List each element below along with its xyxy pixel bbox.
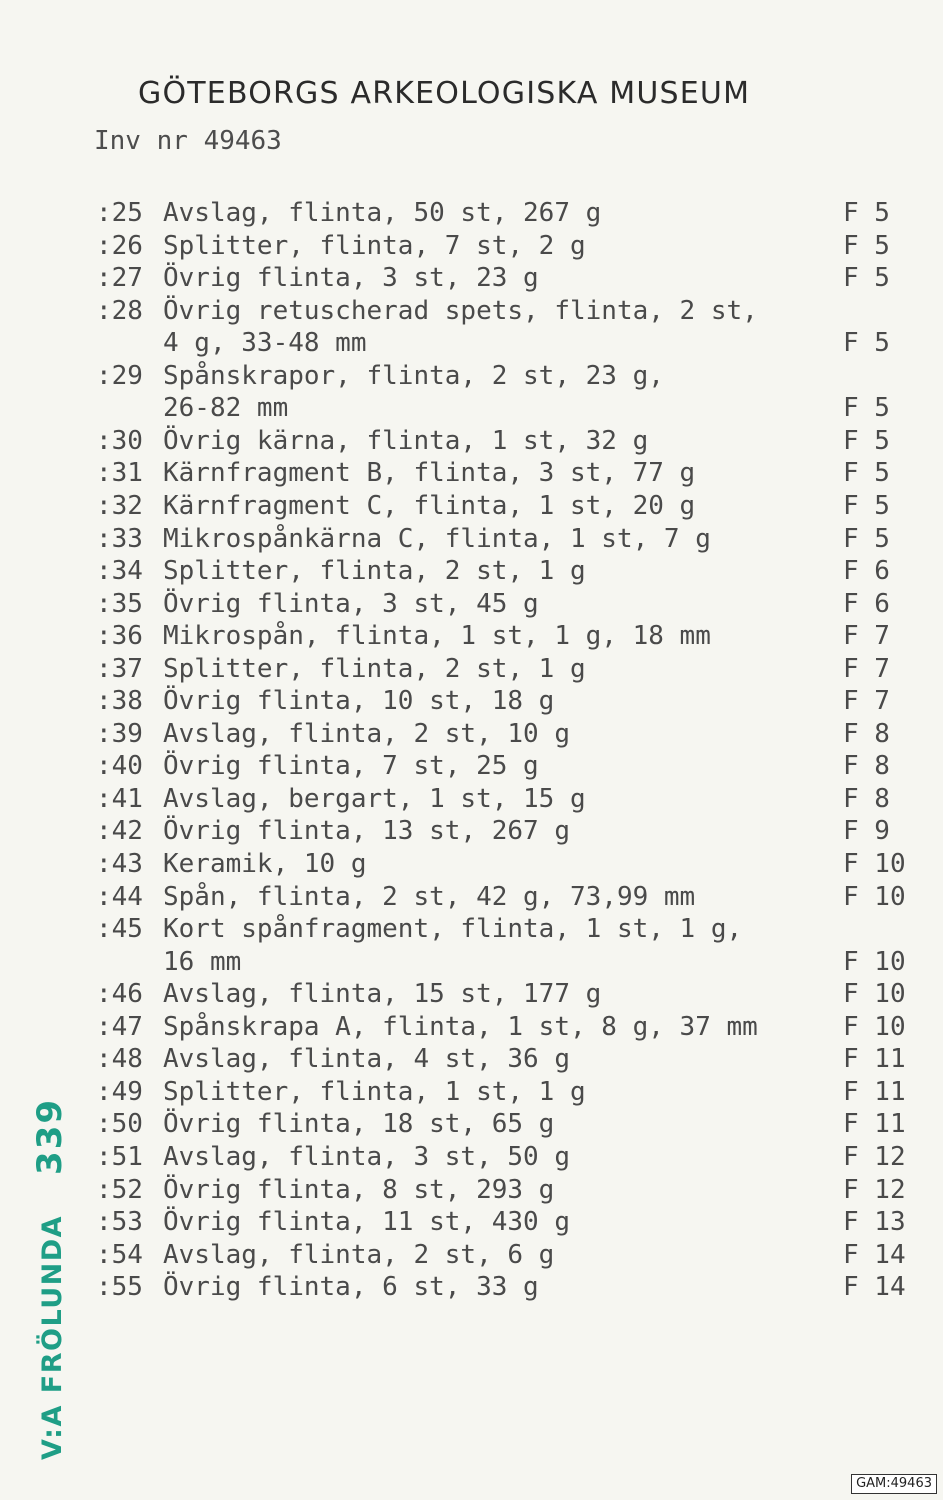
entry-row <box>0 327 943 360</box>
entry-row <box>0 523 943 556</box>
entry-number: :34 <box>96 556 143 587</box>
entry-number: :28 <box>96 295 143 326</box>
entry-number: :48 <box>96 1044 143 1075</box>
entry-description: Mikrospån, flinta, 1 st, 1 g, 18 mm <box>163 621 711 652</box>
stamp-site-name: V:A FRÖLUNDA <box>37 1214 68 1460</box>
entry-number: :36 <box>96 621 143 652</box>
entry-location: F 10 <box>843 881 906 912</box>
entry-number: :47 <box>96 1011 143 1042</box>
entry-row <box>0 1141 943 1174</box>
entry-location: F 8 <box>843 751 890 782</box>
entry-number: :30 <box>96 425 143 456</box>
entry-location: F 5 <box>843 263 890 294</box>
entry-location: F 7 <box>843 621 890 652</box>
entry-description: Övrig retuscherad spets, flinta, 2 st, <box>163 295 758 326</box>
entry-location: F 10 <box>843 849 906 879</box>
entry-description: Kärnfragment B, flinta, 3 st, 77 g <box>163 458 696 489</box>
entry-number: :33 <box>96 523 143 554</box>
entry-description: Splitter, flinta, 1 st, 1 g <box>163 1076 586 1107</box>
museum-title: GÖTEBORGS ARKEOLOGISKA MUSEUM <box>138 76 751 111</box>
entry-row <box>0 262 943 295</box>
entry-number: :32 <box>96 490 143 521</box>
entry-location: F 11 <box>843 1109 906 1140</box>
entry-row <box>0 620 943 653</box>
entry-row <box>0 360 943 393</box>
entry-description: Avslag, flinta, 4 st, 36 g <box>163 1044 570 1075</box>
entry-description: Splitter, flinta, 7 st, 2 g <box>163 230 586 261</box>
entry-number: :51 <box>96 1141 143 1172</box>
entry-description: Övrig flinta, 3 st, 23 g <box>163 263 539 294</box>
entry-number: :42 <box>96 816 143 847</box>
entry-row <box>0 1108 943 1141</box>
entry-location: F 10 <box>843 946 906 977</box>
entry-row <box>0 913 943 946</box>
entry-location: F 5 <box>843 328 890 359</box>
entry-location: F 10 <box>843 979 906 1010</box>
entry-description: 26-82 mm <box>163 393 289 424</box>
entry-row <box>0 230 943 263</box>
entry-row <box>0 685 943 718</box>
entry-location: F 7 <box>843 653 890 684</box>
entry-number: :53 <box>96 1207 143 1238</box>
entry-number: :38 <box>96 686 143 717</box>
stamp-number: 339 <box>30 1097 70 1175</box>
entry-description: Avslag, flinta, 3 st, 50 g <box>163 1141 570 1172</box>
entry-row <box>0 1043 943 1076</box>
entry-description: Spån, flinta, 2 st, 42 g, 73,99 mm <box>163 881 696 912</box>
entry-location: F 5 <box>843 198 890 228</box>
entry-number: :31 <box>96 458 143 489</box>
entry-location: F 12 <box>843 1174 906 1205</box>
entry-description: Avslag, flinta, 2 st, 6 g <box>163 1239 555 1270</box>
entry-row <box>0 1076 943 1109</box>
entry-row <box>0 392 943 425</box>
entry-location: F 5 <box>843 425 890 456</box>
entry-description: Splitter, flinta, 2 st, 1 g <box>163 556 586 587</box>
entry-description: Övrig flinta, 6 st, 33 g <box>163 1272 539 1303</box>
entry-row <box>0 1011 943 1044</box>
entry-number: :25 <box>96 198 143 228</box>
entry-row <box>0 490 943 523</box>
entry-row <box>0 1174 943 1207</box>
entry-number: :54 <box>96 1239 143 1270</box>
entry-number: :37 <box>96 653 143 684</box>
entry-location: F 5 <box>843 490 890 521</box>
entry-row <box>0 295 943 328</box>
entry-number: :41 <box>96 783 143 814</box>
entry-number: :55 <box>96 1272 143 1303</box>
entry-number: :26 <box>96 230 143 261</box>
entry-number: :40 <box>96 751 143 782</box>
entry-location: F 8 <box>843 718 890 749</box>
entry-number: :39 <box>96 718 143 749</box>
entry-description: Övrig flinta, 13 st, 267 g <box>163 816 570 847</box>
entry-number: :29 <box>96 360 143 391</box>
entry-row <box>0 978 943 1011</box>
entry-description: Övrig flinta, 7 st, 25 g <box>163 751 539 782</box>
entry-location: F 10 <box>843 1011 906 1042</box>
entry-location: F 6 <box>843 556 890 587</box>
entry-number: :49 <box>96 1076 143 1107</box>
entry-description: Övrig flinta, 10 st, 18 g <box>163 686 555 717</box>
entry-location: F 14 <box>843 1239 906 1270</box>
entry-row <box>0 197 943 230</box>
entry-location: F 7 <box>843 686 890 717</box>
entry-number: :43 <box>96 849 143 879</box>
entry-description: Keramik, 10 g <box>163 849 367 879</box>
entry-description: Avslag, flinta, 50 st, 267 g <box>163 198 602 228</box>
entry-row <box>0 750 943 783</box>
entry-location: F 9 <box>843 816 890 847</box>
entry-row <box>0 555 943 588</box>
entry-number: :44 <box>96 881 143 912</box>
entry-row <box>0 653 943 686</box>
entry-location: F 5 <box>843 523 890 554</box>
entry-row <box>0 588 943 621</box>
entry-number: :52 <box>96 1174 143 1205</box>
entry-description: Övrig flinta, 11 st, 430 g <box>163 1207 570 1238</box>
entry-description: Kärnfragment C, flinta, 1 st, 20 g <box>163 490 696 521</box>
entry-description: Spånskrapor, flinta, 2 st, 23 g, <box>163 360 664 391</box>
entry-row <box>0 848 943 881</box>
inventory-number: Inv nr 49463 <box>94 126 282 156</box>
entry-row <box>0 1206 943 1239</box>
entry-description: Övrig flinta, 18 st, 65 g <box>163 1109 555 1140</box>
entry-row <box>0 1271 943 1304</box>
entry-location: F 11 <box>843 1076 906 1107</box>
entry-description: Övrig flinta, 3 st, 45 g <box>163 588 539 619</box>
entry-row <box>0 815 943 848</box>
entry-number: :50 <box>96 1109 143 1140</box>
site-stamp <box>30 1098 70 1460</box>
entry-row <box>0 457 943 490</box>
entry-location: F 6 <box>843 588 890 619</box>
entry-row <box>0 425 943 458</box>
entry-description: Spånskrapa A, flinta, 1 st, 8 g, 37 mm <box>163 1011 758 1042</box>
entry-row <box>0 1239 943 1272</box>
entry-number: :35 <box>96 588 143 619</box>
entry-description: Övrig kärna, flinta, 1 st, 32 g <box>163 425 649 456</box>
entry-row <box>0 718 943 751</box>
entry-description: Övrig flinta, 8 st, 293 g <box>163 1174 555 1205</box>
entry-location: F 14 <box>843 1272 906 1303</box>
entry-location: F 5 <box>843 458 890 489</box>
entry-location: F 5 <box>843 393 890 424</box>
entry-row <box>0 946 943 979</box>
entry-description: Splitter, flinta, 2 st, 1 g <box>163 653 586 684</box>
entry-description: Kort spånfragment, flinta, 1 st, 1 g, <box>163 914 743 945</box>
entry-number: :45 <box>96 914 143 945</box>
entry-location: F 12 <box>843 1141 906 1172</box>
entry-row <box>0 783 943 816</box>
entry-description: Avslag, bergart, 1 st, 15 g <box>163 783 586 814</box>
entry-number: :27 <box>96 263 143 294</box>
entry-location: F 13 <box>843 1207 906 1238</box>
entry-location: F 8 <box>843 783 890 814</box>
entry-number: :46 <box>96 979 143 1010</box>
entry-description: Mikrospånkärna C, flinta, 1 st, 7 g <box>163 523 711 554</box>
entry-location: F 11 <box>843 1044 906 1075</box>
entry-description: 16 mm <box>163 946 242 977</box>
entry-row <box>0 881 943 914</box>
entry-location: F 5 <box>843 230 890 261</box>
entry-description: Avslag, flinta, 2 st, 10 g <box>163 718 570 749</box>
entry-description: 4 g, 33-48 mm <box>163 328 367 359</box>
entry-description: Avslag, flinta, 15 st, 177 g <box>163 979 602 1010</box>
reference-label: GAM:49463 <box>851 1474 937 1494</box>
